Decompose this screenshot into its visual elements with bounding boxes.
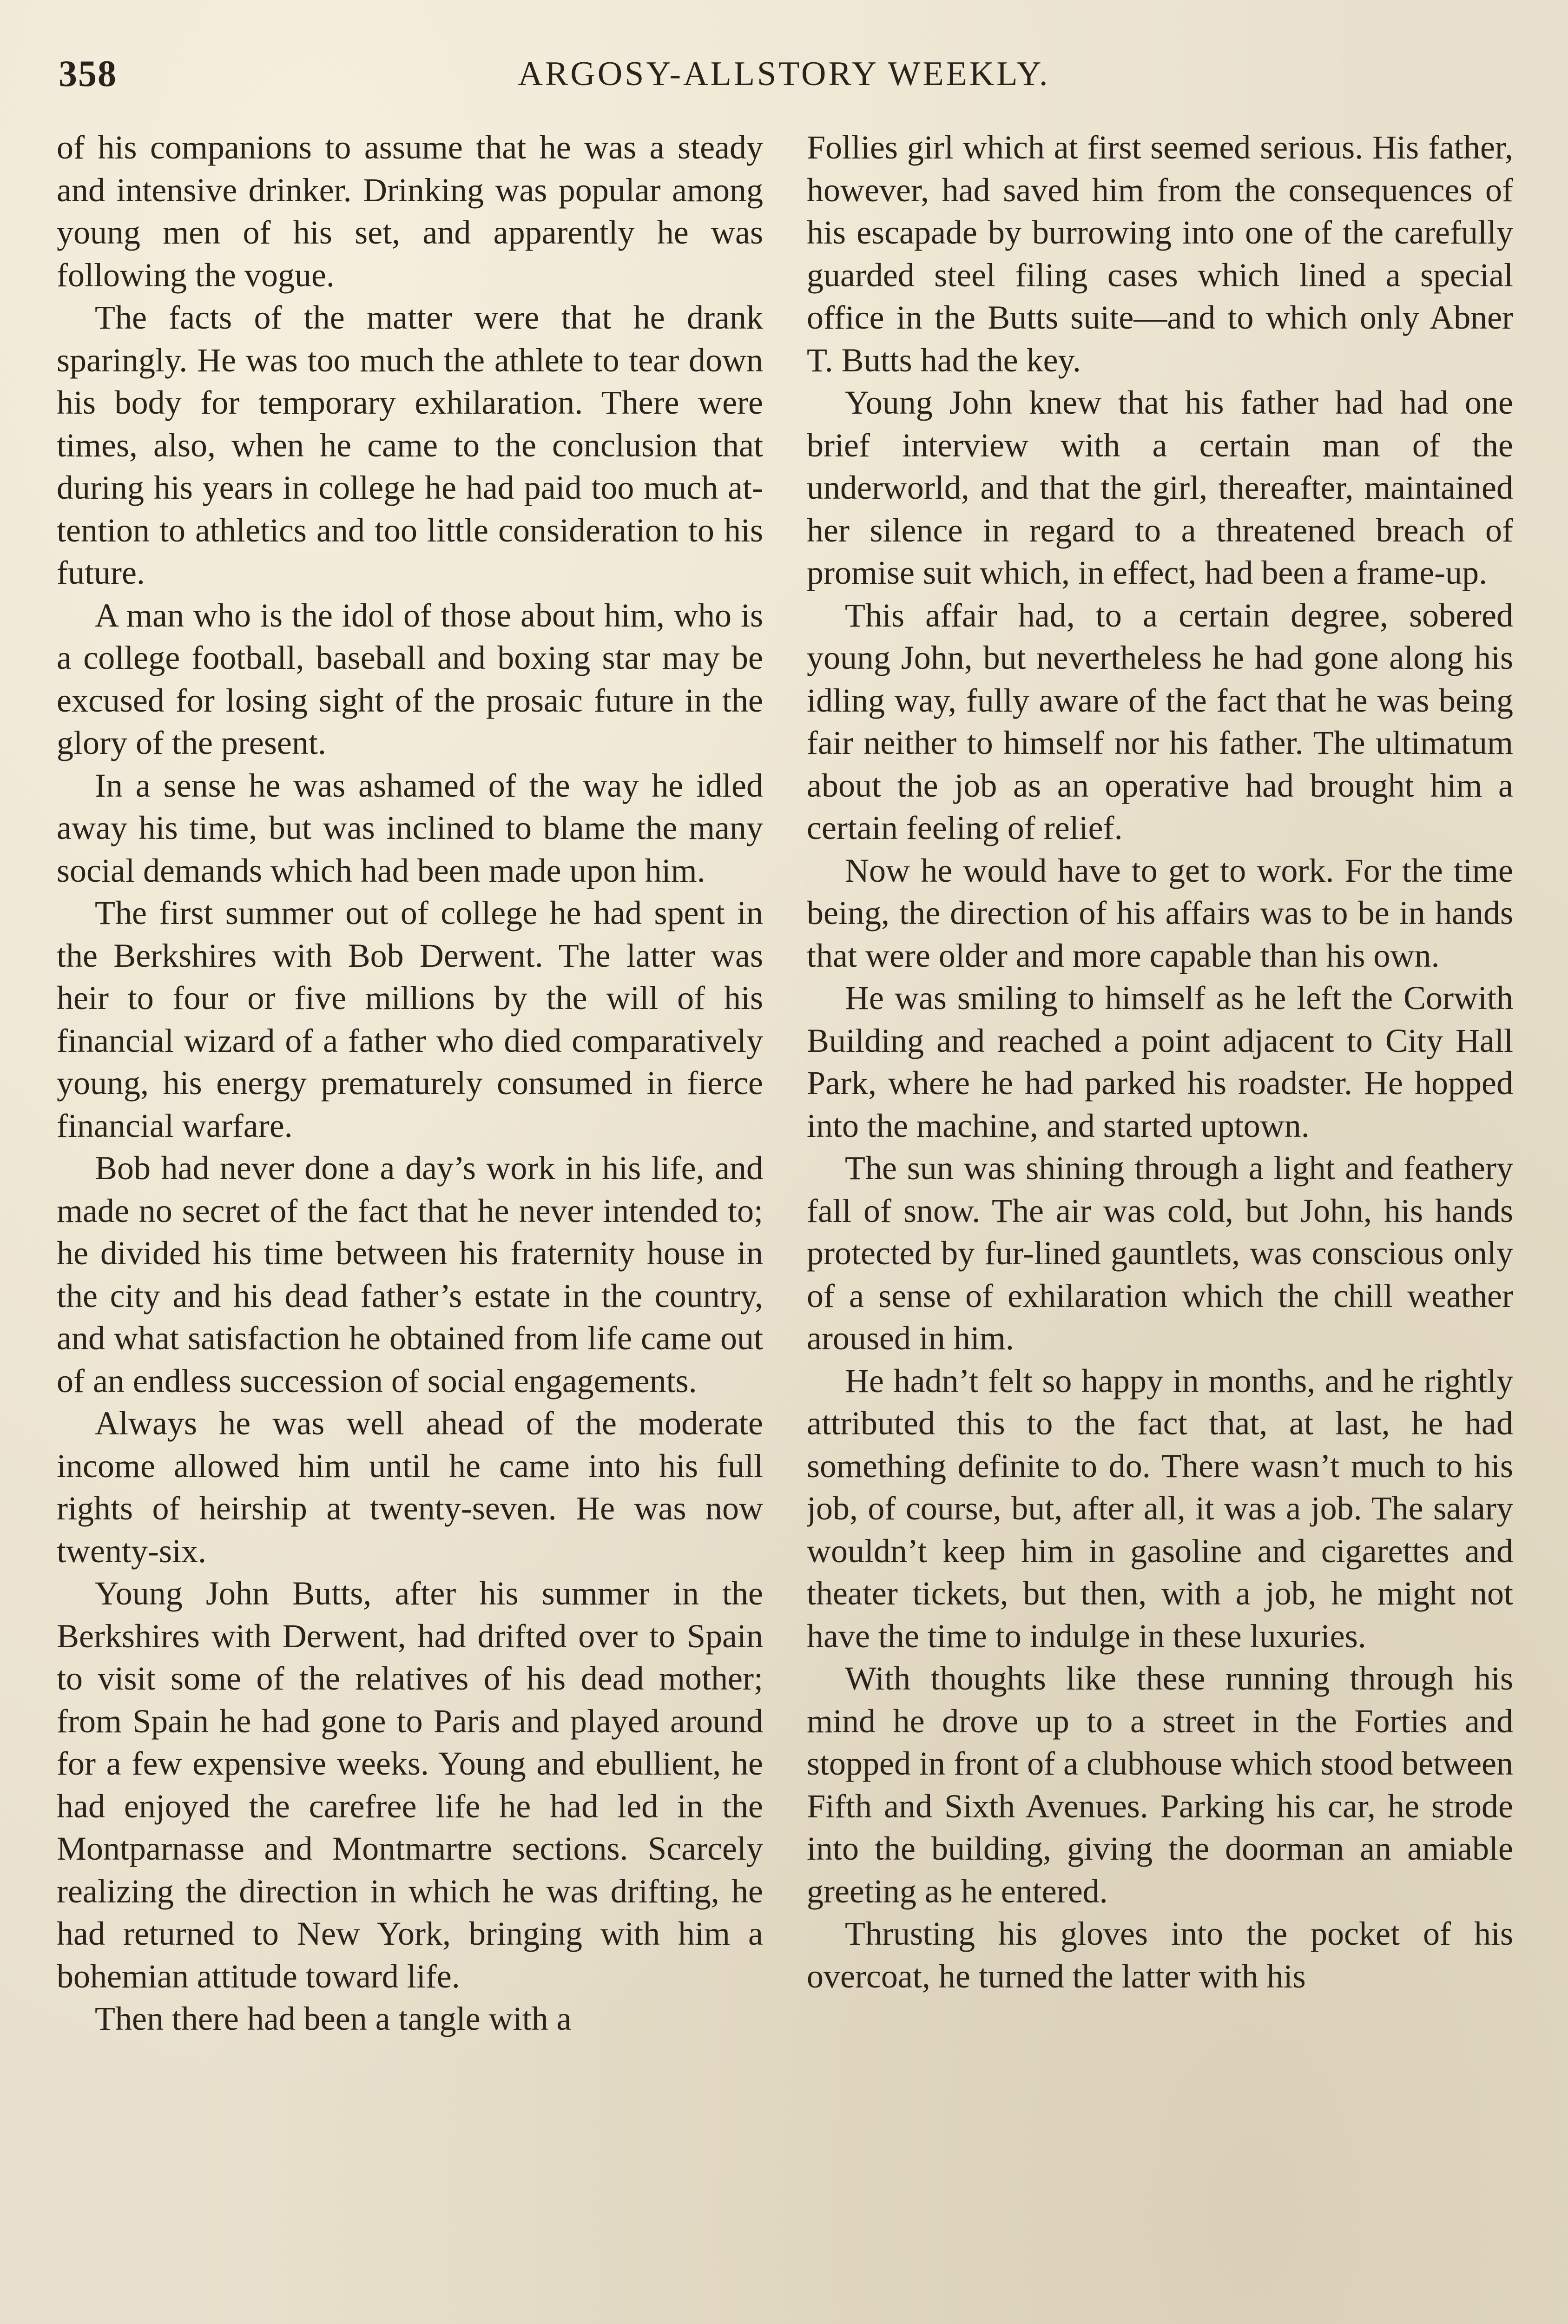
paragraph: Always he was well ahead of the moderate income allowed him until he came into his full rights of heirship at twenty-seven. He was now twenty-six. [57,1405,763,1570]
paragraph: The facts of the matter were that he drank sparingly. He was too much the athlete to tear down his body for temporary exhilaration. There were times, also, when he came to the conclusion that during his years in college he had paid too much attention to athletics and too little consideration to his future. [57,299,763,591]
paragraph: This affair had, to a certain degree, sobered young John, but nevertheless he had gone along his idling way, fully aware of the fact that he was being fair neither to himself nor his father. The ultimatum about the job as an operative had brought him a certain feeling of relief. [807,596,1513,846]
paragraph: of his companions to assume that he was a steady and intensive drinker. Drinking was popular among young men of his set, and apparently he was following the vogue. [57,129,763,294]
paragraph: Young John knew that his father had had one brief interview with a certain man of the underworld, and that the girl, thereafter, maintained her silence in regard to a threatened breach of promise suit which, in effect, had been a frame-up. [807,384,1513,591]
page-header [59,48,1509,99]
paragraph: Follies girl which at first seemed serious. His father, however, had saved him from the consequences of his escapade by burrowing into one of the carefully guarded steel filing cases which lined a special office in the Butts suite—and to which only Abner T. Butts had the key. [807,129,1513,379]
paragraph: Thrusting his gloves into the pocket of his overcoat, he turned the latter with his [807,1915,1513,1995]
paragraph: A man who is the idol of those about him, who is a college football, baseball and boxing star may be excused for losing sight of the prosaic future in the glory of the present. [57,596,763,761]
paragraph: The first summer out of college he had spent in the Berkshires with Bob Derwent. The latter was heir to four or five millions by the will of his financial wizard of a father who died comparatively young, his energy prematurely consumed in fierce financial warfare. [57,894,763,1144]
left-column [57,126,763,2324]
paragraph: In a sense he was ashamed of the way he idled away his time, but was inclined to blame the many social demands which had been made upon him. [57,766,763,889]
right-column [807,126,1513,2324]
paragraph: With thoughts like these running through his mind he drove up to a street in the Forties and stopped in front of a clubhouse which stood between Fifth and Sixth Avenues. Parking his car, he strode into the building, giving the doorman an amiable greeting as he entered. [807,1660,1513,1910]
paragraph: Young John Butts, after his summer in the Berkshires with Derwent, had drifted over to Spain to visit some of the relatives of his dead mother; from Spain he had gone to Paris and played around for a few expensive weeks. Young and ebullient, he had enjoyed the carefree life he had led in the Montparnasse and Montmartre sections. Scarcely realizing the direction in which he was drifting, he had returned to New York, bringing with him a bohemian attitude toward life. [57,1575,763,1995]
paragraph: The sun was shining through a light and feathery fall of snow. The air was cold, but John, his hands protected by fur-lined gauntlets, was conscious only of a sense of exhilaration which the chill weather aroused in him. [807,1149,1513,1357]
paragraph: Then there had been a tangle with a [95,2000,572,2037]
text-columns [57,126,1513,2324]
paragraph: Bob had never done a day’s work in his life, and made no secret of the fact that he never intended to; he divided his time between his fraternity house in the city and his dead father’s estate in the country, and what satisfaction he obtained from life came out of an endless succession of social engagements. [57,1149,763,1400]
paragraph: He was smiling to himself as he left the Corwith Building and reached a point adjacent to City Hall Park, where he had parked his roadster. He hopped into the machine, and started uptown. [807,979,1513,1144]
paragraph: He hadn’t felt so happy in months, and he rightly attributed this to the fact that, at last, he had something definite to do. There wasn’t much to his job, of course, but, after all, it was a job. The salary wouldn’t keep him in gasoline and cigarettes and theater tickets, but then, with a job, he might not have the time to indulge in these luxuries. [807,1362,1513,1655]
page-number: 358 [59,53,117,94]
paragraph: Now he would have to get to work. For the time being, the direction of his affairs was to be in hands that were older and more capable than his own. [807,852,1513,974]
running-head: ARGOSY-ALLSTORY WEEKLY. [518,54,1050,93]
